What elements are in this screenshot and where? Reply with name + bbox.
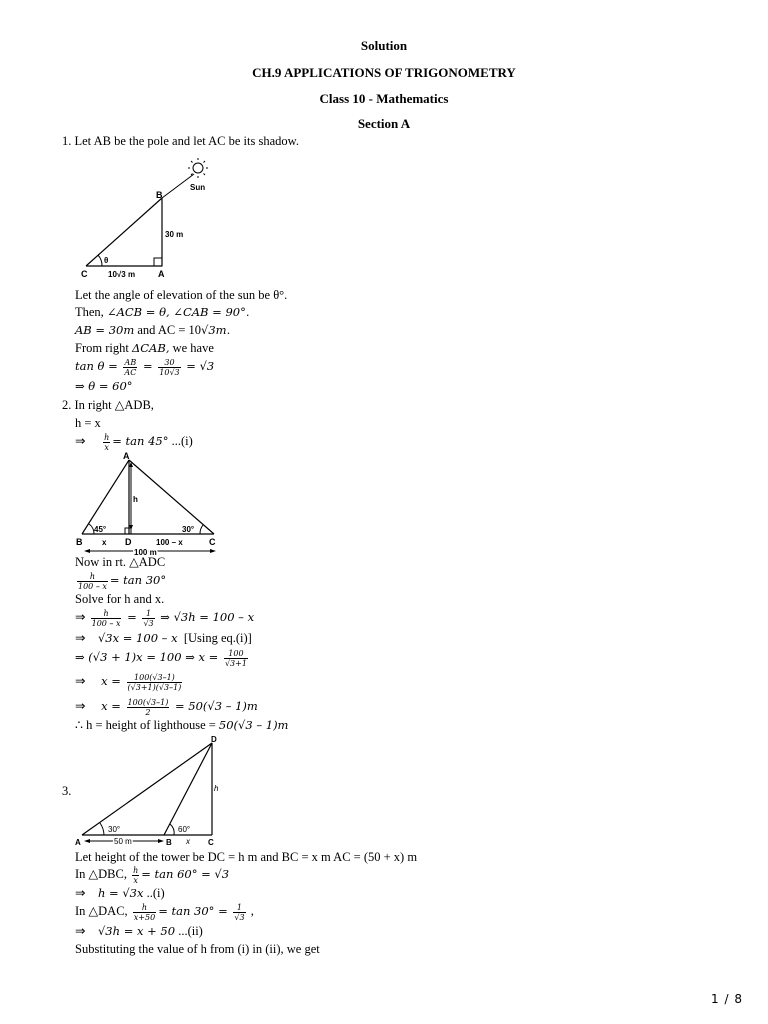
q3-label-x: x xyxy=(186,837,190,846)
section-title: Section A xyxy=(357,116,411,131)
q1-line3: AB = 30m and AC = 10√3m. xyxy=(75,323,231,337)
q3-label-30: 30° xyxy=(108,825,121,834)
q2-intro: 2. In right △ADB, xyxy=(62,398,154,412)
q1-line4: From right ΔCAB, we have xyxy=(75,341,214,355)
q2-label-b: B xyxy=(76,537,83,547)
q1-label-a: A xyxy=(158,269,165,279)
q2-label-45: 45° xyxy=(94,525,107,534)
q2-line7: ⇒ √3x = 100 – x [Using eq.(i)] xyxy=(75,631,252,645)
q3-label-b: B xyxy=(166,838,172,847)
q2-line2: ⇒ $\frac{h}{x}$ = tan 45° ...(i) xyxy=(75,432,193,452)
q2-label-base: 100 m xyxy=(134,548,157,557)
q3-label-d: D xyxy=(211,735,217,744)
q2-line11: ∴ h = height of lighthouse = 50(√3 – 1)m xyxy=(75,718,289,732)
q3-label-a: A xyxy=(75,838,81,847)
q2-label-a: A xyxy=(123,451,130,461)
chapter-title: CH.9 APPLICATIONS OF TRIGONOMETRY xyxy=(252,65,516,80)
q3-label-ab: 50 m xyxy=(114,837,132,846)
q1-line1: Let the angle of elevation of the sun be θ°. xyxy=(75,288,288,302)
q1-label-b: B xyxy=(156,190,163,200)
q3-line4: In △DAC, $\frac{h}{x+50}$ = tan 30° = $\frac{1}{√3}$ , xyxy=(75,902,254,922)
q1-label-height: 30 m xyxy=(165,230,184,239)
q1-label-c: C xyxy=(81,269,88,279)
q3-line3: ⇒ h = √3x ..(i) xyxy=(75,886,165,900)
q2-label-h: h xyxy=(133,495,138,504)
q2-label-c: C xyxy=(209,537,216,547)
q1-label-theta: θ xyxy=(104,256,109,265)
q3-figure xyxy=(74,735,230,848)
q2-line4: $\frac{h}{100 - x}$ = tan 30° xyxy=(78,571,167,591)
q2-line6: ⇒ $\frac{h}{100 - x}$ = $\frac{1}{√3}$ ⇒ √3h = 100 – x xyxy=(75,608,255,628)
q1-intro: 1. Let AB be the pole and let AC be its shadow. xyxy=(62,134,299,148)
q3-line1: Let height of the tower be DC = h m and BC = x m AC = (50 + x) m xyxy=(75,850,418,864)
q2-label-dc: 100 – x xyxy=(156,538,183,547)
q2-line10: ⇒ x = $\frac{100(√3-1)}{2}$ = 50(√3 – 1)m xyxy=(75,697,258,717)
q2-line9: ⇒ x = $\frac{100(√3-1)}{(√3+1)(√3-1)}$ xyxy=(75,672,182,692)
q1-line5: tan θ = $\frac{AB}{AC}$ = $\frac{30}{10√3}$ = √3 xyxy=(75,357,215,377)
q2-line8: ⇒ (√3 + 1)x = 100 ⇒ x = $\frac{100}{√3+1}$ xyxy=(75,648,247,668)
q2-figure xyxy=(74,450,224,558)
q3-label-c: C xyxy=(208,838,214,847)
q3-line5: ⇒ √3h = x + 50 ...(ii) xyxy=(75,924,203,938)
page-indicator: 1 / 8 xyxy=(711,992,743,1006)
q1-line6: ⇒ θ = 60° xyxy=(75,379,133,393)
sun-icon xyxy=(188,158,208,178)
class-title: Class 10 - Mathematics xyxy=(319,91,449,106)
q2-line3: Now in rt. △ADC xyxy=(75,555,166,569)
q1-figure xyxy=(76,156,216,280)
q2-label-x: x xyxy=(102,538,107,547)
q2-label-d: D xyxy=(125,537,132,547)
q2-line5: Solve for h and x. xyxy=(75,592,165,606)
q3-label-60: 60° xyxy=(178,825,191,834)
doc-title: Solution xyxy=(360,38,408,53)
q1-line2: Then, ∠ACB = θ, ∠CAB = 90°. xyxy=(75,305,250,319)
q3-line6: Substituting the value of h from (i) in (ii), we get xyxy=(75,942,320,956)
q3-label-h: h xyxy=(214,784,219,793)
q3-line2: In △DBC, $\frac{h}{x}$ = tan 60° = √3 xyxy=(75,865,230,885)
q1-label-sun: Sun xyxy=(190,183,206,192)
q3-number: 3. xyxy=(62,784,72,798)
q2-label-30: 30° xyxy=(182,525,195,534)
q1-label-shadow: 10√3 m xyxy=(108,270,136,279)
q2-line1: h = x xyxy=(75,416,101,430)
